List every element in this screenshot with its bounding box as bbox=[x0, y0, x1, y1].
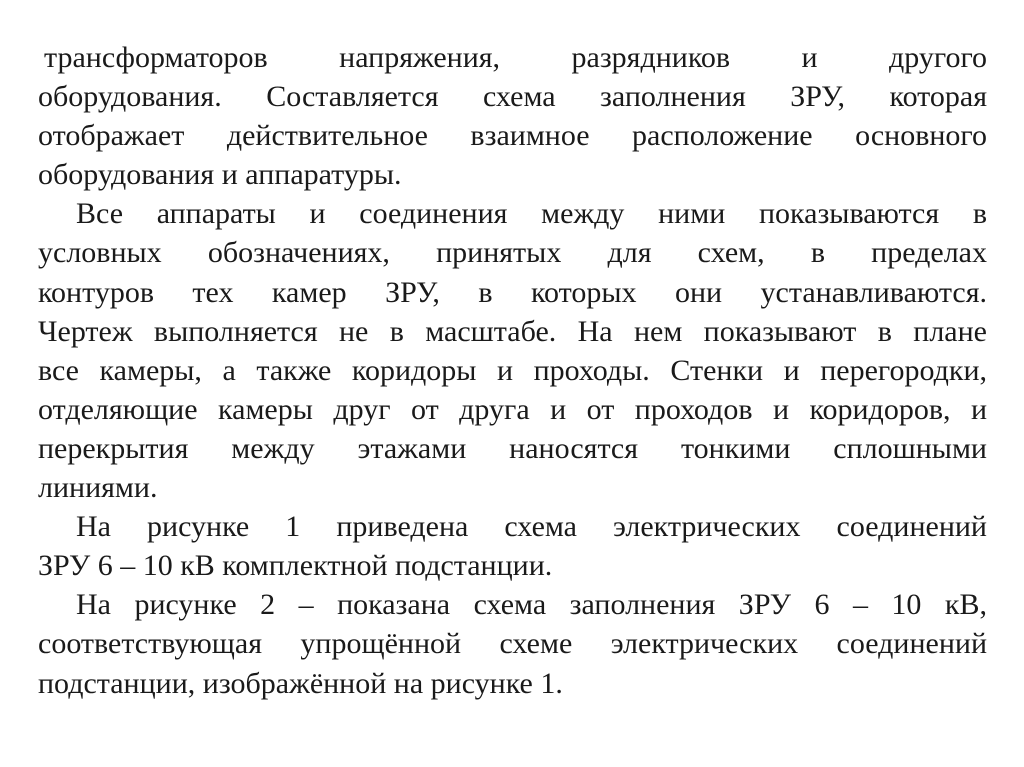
text-line: контуров тех камер ЗРУ, в которых они устанавливаются. bbox=[38, 275, 987, 309]
text-line: отделяющие камеры друг от друга и от проходов и коридоров, и bbox=[38, 392, 987, 426]
text-line: подстанции, изображённой на рисунке 1. bbox=[38, 666, 563, 700]
text-line: перекрытия между этажами наносятся тонкими сплошными bbox=[38, 431, 987, 465]
text-line: На рисунке 1 приведена схема электрических соединений bbox=[76, 510, 987, 544]
paragraph-1 bbox=[38, 38, 987, 194]
paragraph-4 bbox=[38, 585, 987, 702]
text-line: оборудования и аппаратуры. bbox=[38, 158, 402, 192]
text-line: линиями. bbox=[38, 471, 158, 505]
text-line: оборудования. Составляется схема заполнения ЗРУ, которая bbox=[38, 80, 987, 114]
paragraph-3 bbox=[38, 507, 987, 585]
text-line: соответствующая упрощённой схеме электрических соединений bbox=[38, 627, 987, 661]
document-page bbox=[38, 38, 987, 703]
text-line: условных обозначениях, принятых для схем, в пределах bbox=[38, 236, 987, 270]
text-line: трансформаторов напряжения, разрядников и другого bbox=[44, 41, 987, 74]
paragraph-2 bbox=[38, 194, 987, 507]
text-line: все камеры, а также коридоры и проходы. Стенки и перегородки, bbox=[38, 353, 987, 387]
text-line: Все аппараты и соединения между ними показываются в bbox=[76, 197, 987, 231]
text-line: отображает действительное взаимное расположение основного bbox=[38, 119, 987, 153]
text-line: На рисунке 2 – показана схема заполнения ЗРУ 6 – 10 кВ, bbox=[76, 588, 987, 622]
text-line: Чертеж выполняется не в масштабе. На нем показывают в плане bbox=[38, 314, 987, 348]
text-line: ЗРУ 6 – 10 кВ комплектной подстанции. bbox=[38, 549, 553, 583]
